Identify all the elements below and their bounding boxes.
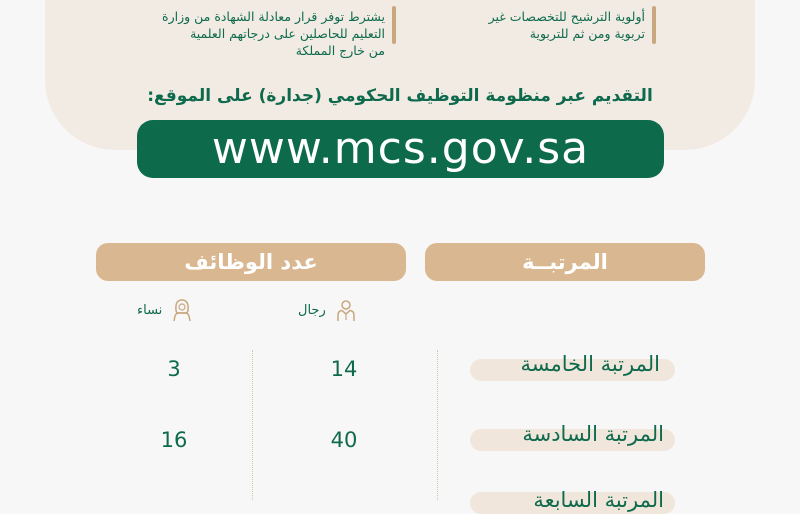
apply-instructions: التقديم عبر منظومة التوظيف الحكومي (جدارة) على الموقع:	[147, 86, 653, 106]
women-count: 3	[167, 357, 181, 381]
column-divider-rank	[437, 350, 438, 500]
jobs-count-header: عدد الوظائف	[96, 243, 406, 281]
men-column-label	[298, 298, 358, 322]
rank-column-header: المرتبــة	[425, 243, 705, 281]
women-column-label	[137, 298, 194, 322]
men-count: 14	[330, 357, 358, 381]
man-icon	[334, 298, 358, 322]
woman-icon	[170, 298, 194, 322]
men-label: رجال	[298, 302, 326, 318]
women-count: 16	[160, 428, 188, 452]
rank-label: المرتبة السابعة	[533, 488, 664, 512]
men-count: 40	[330, 428, 358, 452]
women-label: نساء	[137, 302, 163, 318]
note-divider-right	[652, 6, 656, 44]
note-equivalency-requirement: يشترط توفر قرار معادلة الشهادة من وزارة التعليم للحاصلين على درجاتهم العلمية من خارج المملكة	[162, 9, 385, 58]
rank-label: المرتبة السادسة	[522, 422, 664, 446]
note-divider-left	[392, 6, 396, 44]
note-nomination-priority: أولوية الترشيح للتخصصات غير تربوية ومن ثم للتربوية	[488, 9, 645, 41]
rank-label: المرتبة الخامسة	[520, 352, 660, 376]
website-link[interactable]: www.mcs.gov.sa	[137, 120, 664, 178]
column-divider-gender	[252, 350, 253, 500]
